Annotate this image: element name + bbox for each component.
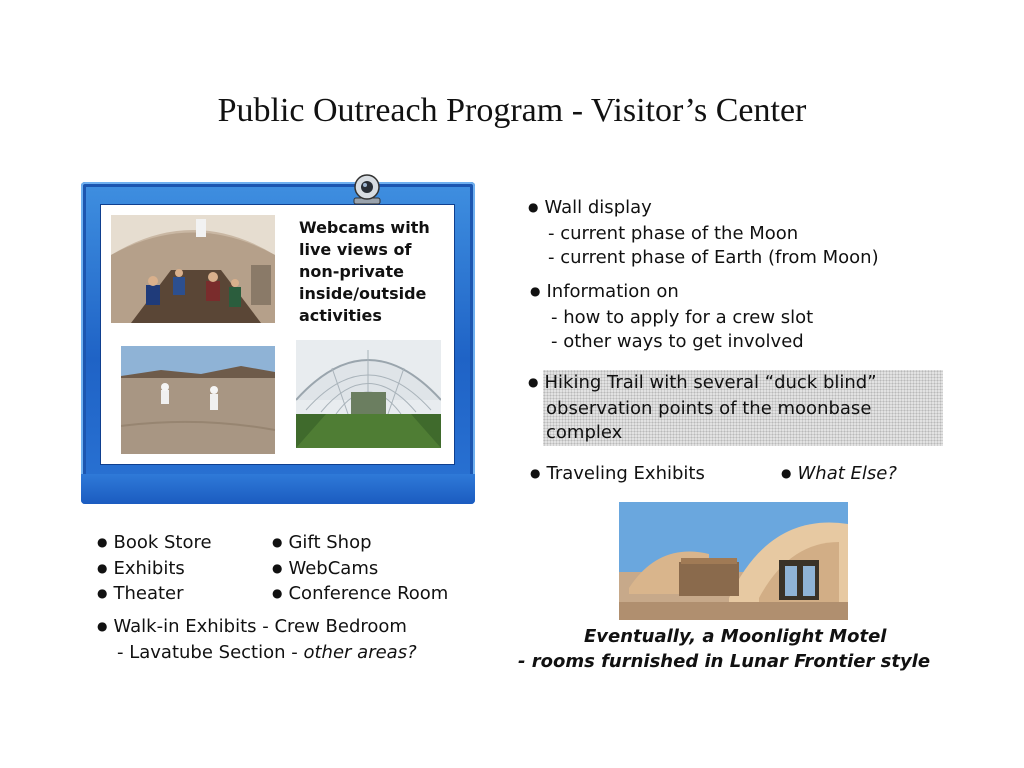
facilities-list-col2 [272,531,448,608]
list-item: ● Theater [97,582,212,608]
motel-caption-line-2: - rooms furnished in Lunar Frontier style [518,651,931,672]
webcam-icon [348,172,386,206]
motel-caption-line-1: Eventually, a Moonlight Motel [584,626,887,647]
information-list [530,280,813,355]
list-item: ● WebCams [272,557,448,583]
greenhouse-photo [296,340,441,448]
hiking-line-3: complex [546,422,623,443]
list-item: ● Gift Shop [272,531,448,557]
webcam-description: Webcams with live views of non-private inside/outside activities [299,218,430,325]
list-item: - other ways to get involved [551,331,804,352]
list-item: ● Conference Room [272,582,448,608]
list-item: ● Exhibits [97,557,212,583]
what-else-item: ● What Else? [781,462,897,488]
hiking-line-2: observation points of the moonbase [546,397,872,419]
facilities-list-col1 [97,531,212,608]
hiking-line-1: ● Hiking Trail with several “duck blind” [528,371,877,397]
wall-display-heading: ● Wall display [528,196,879,222]
lavatube-line: - Lavatube Section - other areas? [117,641,417,663]
astronauts-desert-photo [121,346,275,454]
list-item: - how to apply for a crew slot [551,306,814,328]
monitor-bezel-bottom [81,474,475,504]
lab-interior-photo [111,215,275,323]
information-heading: ● Information on [530,280,813,306]
list-item: ● Book Store [97,531,212,557]
wall-display-list [528,196,879,271]
hiking-trail-item [528,371,877,446]
slide-title: Public Outreach Program - Visitor’s Center [217,92,807,129]
moonlight-motel-photo [619,502,848,620]
traveling-exhibits-item: ● Traveling Exhibits [530,462,705,488]
list-item: - current phase of the Moon [548,222,799,244]
walk-in-line: ● Walk-in Exhibits - Crew Bedroom [97,615,417,641]
list-item: - current phase of Earth (from Moon) [548,247,879,268]
walk-in-exhibits-item [97,615,417,665]
